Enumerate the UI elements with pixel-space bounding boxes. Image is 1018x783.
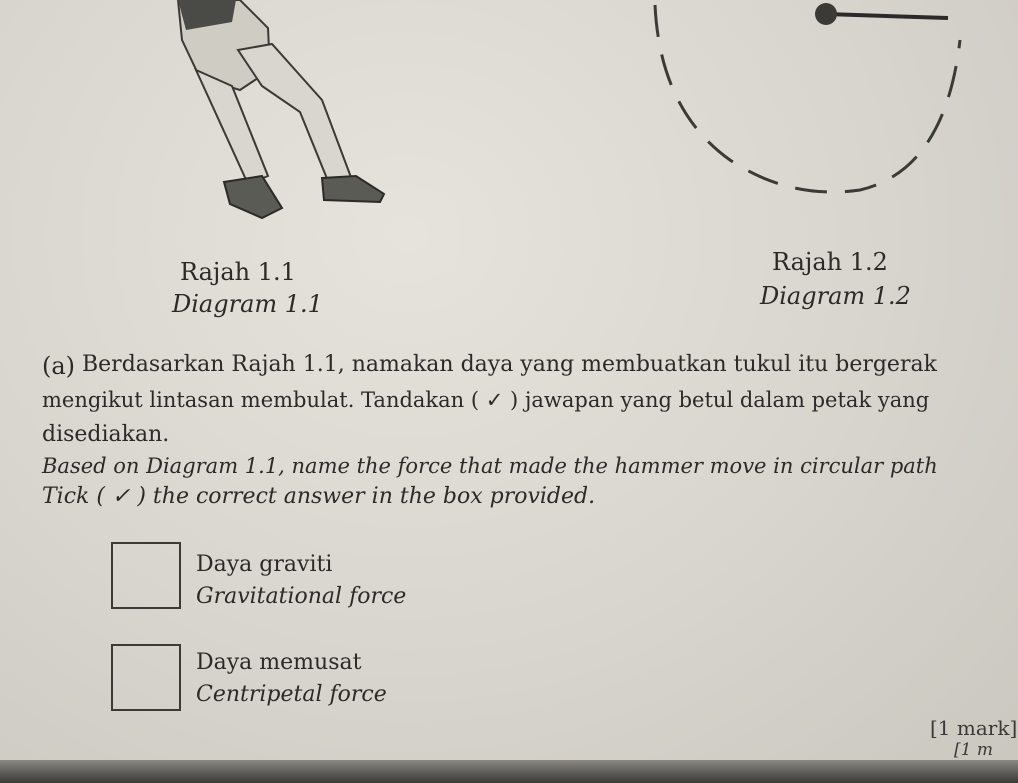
diagram-2-caption-ms: Rajah 1.2 [772,248,888,276]
question-ms-line1: Berdasarkan Rajah 1.1, namakan daya yang membuatkan tukul itu bergerak [82,352,937,377]
hammer-wire [826,14,948,18]
question-ms-line2: mengikut lintasan membulat. Tandakan ( ✓ ) jawapan yang betul dalam petak yang [42,388,930,412]
option-1-ms: Daya graviti [196,552,333,577]
gravitational-force-checkbox[interactable] [111,542,181,609]
question-ms-line3: disediakan. [42,422,170,447]
athlete-back-shoe [224,176,282,218]
diagram-2-caption-en: Diagram 1.2 [760,282,911,310]
option-2-en: Centripetal force [196,682,387,707]
athlete-front-shoe [322,176,384,202]
question-en-line2: Tick ( ✓ ) the correct answer in the box provided. [42,484,596,509]
diagram-1-caption-en: Diagram 1.1 [172,290,323,318]
question-en-line1: Based on Diagram 1.1, name the force that made the hammer move in circular path [42,454,938,478]
option-1-en: Gravitational force [196,584,407,609]
marks-label-en: [1 m [954,740,993,760]
page-fold-shadow [0,760,1018,783]
option-2-ms: Daya memusat [196,650,362,675]
question-label: (a) [42,352,76,380]
athlete-figure [178,0,384,218]
marks-label: [1 mark] [930,716,1018,740]
athlete-back-leg [196,70,268,184]
centripetal-force-checkbox[interactable] [111,644,181,711]
dashed-circle-arc [655,5,960,192]
circular-path [655,3,960,192]
diagram-1-caption-ms: Rajah 1.1 [180,258,296,286]
hammer-ball [815,3,837,25]
